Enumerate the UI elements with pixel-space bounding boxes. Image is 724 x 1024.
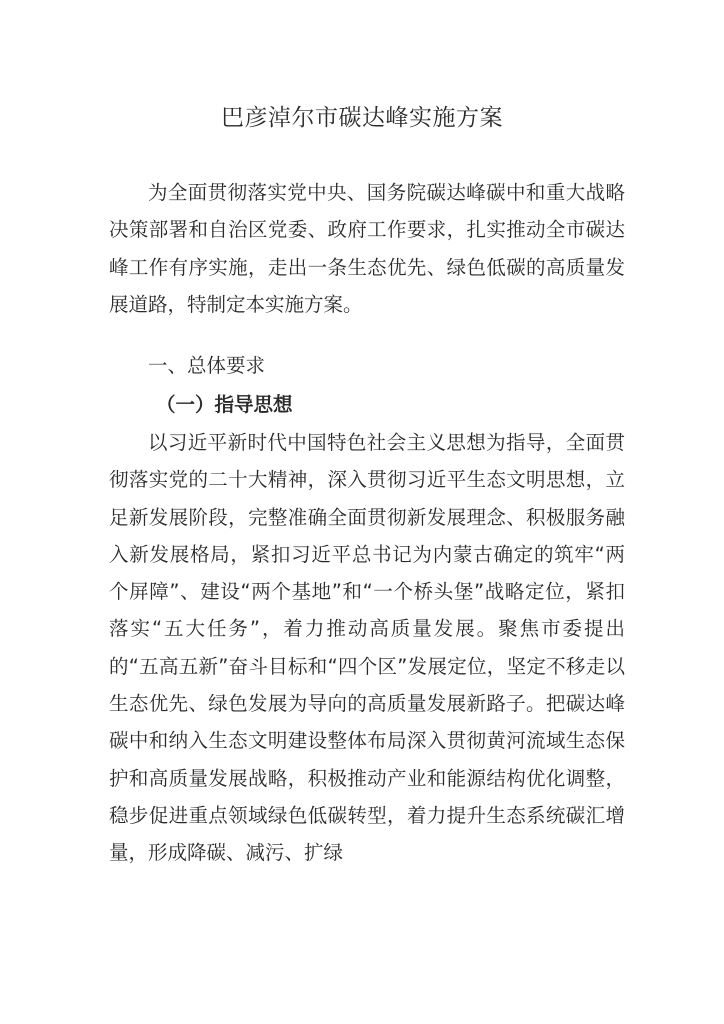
intro-paragraph: 为全面贯彻落实党中央、国务院碳达峰碳中和重大战略决策部署和自治区党委、政府工作要求，扎实推动全市碳达峰工作有序实施，走出一条生态优先、绿色低碳的高质量发展道路，特制定本实施方案。 <box>109 181 625 316</box>
guiding-ideology-paragraph: 以习近平新时代中国特色社会主义思想为指导，全面贯彻落实党的二十大精神，深入贯彻习近平生态文明思想，立足新发展阶段，完整准确全面贯彻新发展理念、积极服务融入新发展格局，紧扣习近平总书记为内蒙古确定的筑牢“两个屏障”、建设“两个基地”和“一个桥头堡”战略定位，紧扣落实“五大任务”，着力推动高质量发展。聚焦市委提出的“五高五新”奋斗目标和“四个区”发展定位，坚定不移走以生态优先、绿色发展为导向的高质量发展新路子。把碳达峰碳中和纳入生态文明建设整体布局深入贯彻黄河流域生态保护和高质量发展战略，积极推动产业和能源结构优化调整，稳步促进重点领域绿色低碳转型，着力提升生态系统碳汇增量，形成降碳、减污、扩绿 <box>109 431 625 865</box>
section-heading-general-requirements: 一、总体要求 <box>148 354 266 377</box>
subsection-heading-guiding-ideology: （一）指导思想 <box>156 393 293 416</box>
document-title: 巴彦淖尔市碳达峰实施方案 <box>221 105 503 131</box>
